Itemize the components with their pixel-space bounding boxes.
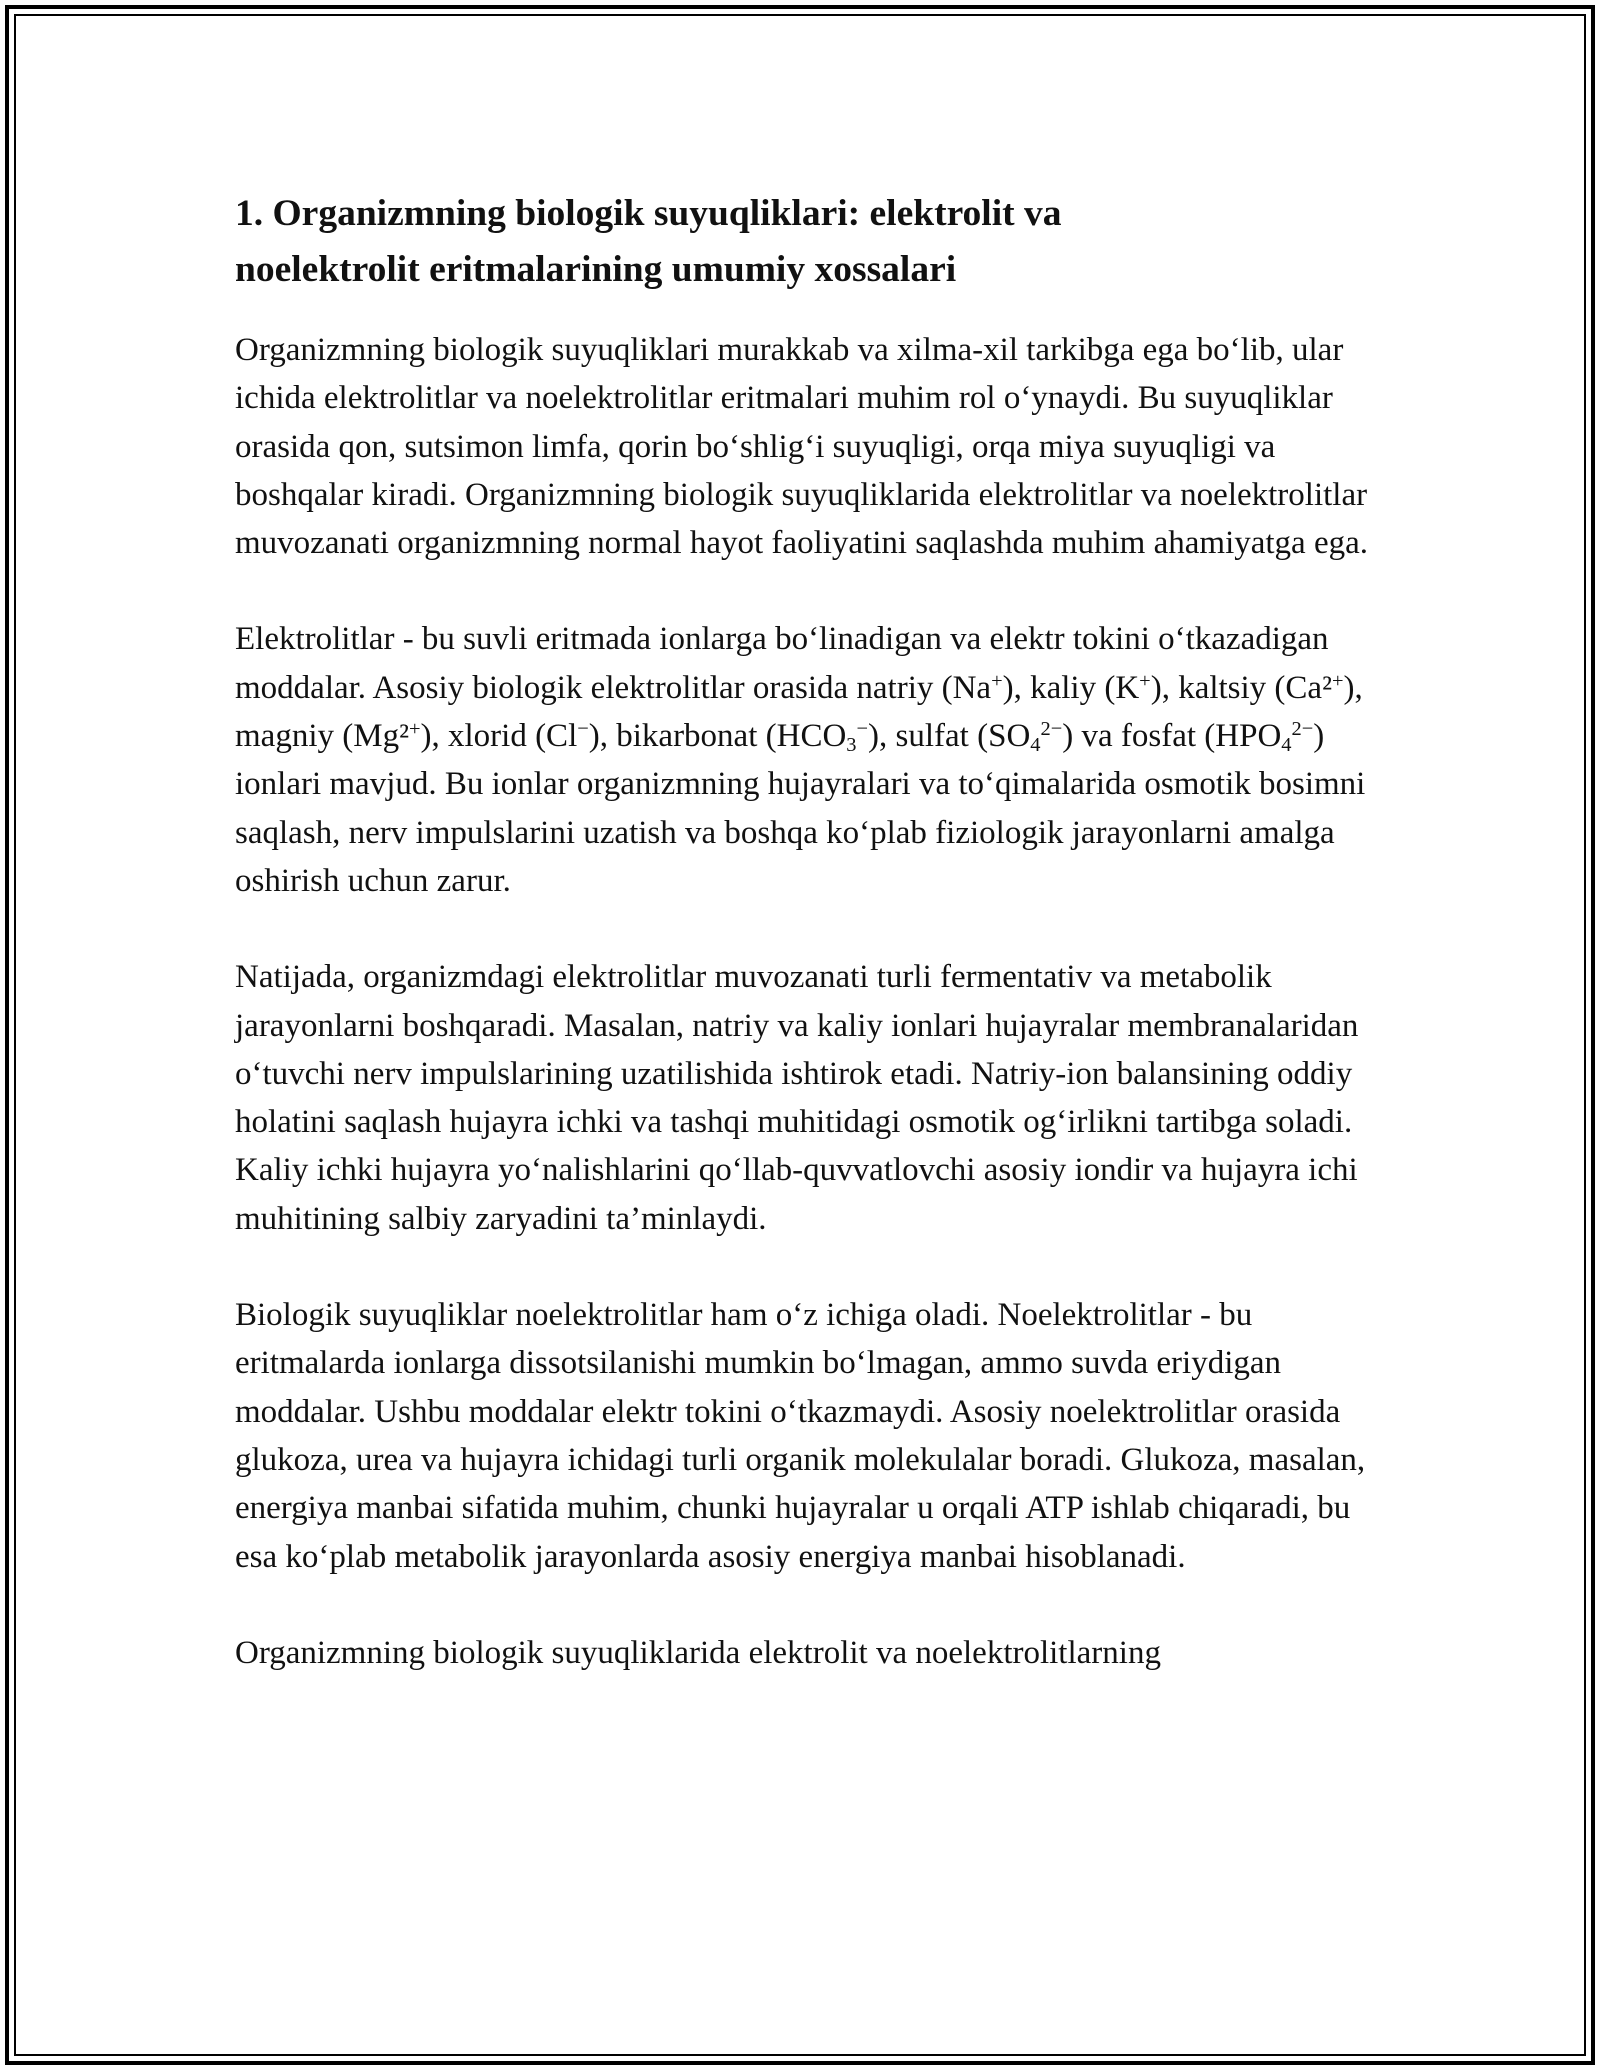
ion-charge: − xyxy=(856,717,869,740)
text-run: ), bikarbonat (HCO xyxy=(588,718,847,755)
ion-charge: − xyxy=(577,717,589,740)
paragraph-intro: Organizmning biologik suyuqliklari murakkab va xilma-xil tarkibga ega bo‘lib, ular ichida elektrolitlar va noelektrolitlar eritmalari muhim rol o‘ynaydi. Bu suyuqliklar orasida qon, sutsimon limfa, qorin bo‘shlig‘i suyuqligi, orqa miya suyuqligi va boshqalar kiradi. Organizmning biologik suyuqliklarida elektrolitlar va noelektrolitlar muvozanati organizmning normal hayot faoliyatini saqlashda muhim ahamiyatga ega. xyxy=(235,332,1368,562)
section-heading xyxy=(235,186,1375,298)
ion-charge: + xyxy=(991,669,1003,692)
text-run: ), magniy (Mg² xyxy=(235,669,1363,755)
ion-charge: + xyxy=(1139,669,1151,692)
text-run: ) va fosfat (HPO xyxy=(1062,718,1282,755)
text-run: ) ionlari mavjud. Bu ionlar organizmning hujayralari va to‘qimalarida osmotik bosimni saqlash, nerv impulslarini uzatish va boshqa ko‘plab fiziologik jarayonlarni amalga oshirish uchun zarur. xyxy=(235,718,1366,899)
formula-subscript: 4 xyxy=(1030,734,1041,757)
formula-subscript: 3 xyxy=(846,734,857,757)
paragraph-nonelectrolytes: Biologik suyuqliklar noelektrolitlar ham o‘z ichiga oladi. Noelektrolitlar - bu eritmalarda ionlarga dissotsilanishi mumkin bo‘lmagan, ammo suvda eriydigan moddalar. Ushbu moddalar elektr tokini o‘tkazmaydi. Asosiy noelektrolitlar orasida glukoza, urea va hujayra ichidagi turli organik molekulalar boradi. Glukoza, masalan, energiya manbai sifatida muhim, chunki hujayralar u orqali ATP ishlab chiqaradi, bu esa ko‘plab metabolik jarayonlarda asosiy energiya manbai hisoblanadi. xyxy=(235,1297,1366,1575)
paragraph-balance: Natijada, organizmdagi elektrolitlar muvozanati turli fermentativ va metabolik jarayonlarni boshqaradi. Masalan, natriy va kaliy ionlari hujayralar membranalaridan o‘tuvchi nerv impulslarining uzatilishida ishtirok etadi. Natriy-ion balansining oddiy holatini saqlash hujayra ichki va tashqi muhitidagi osmotik og‘irlikni tartibga soladi. Kaliy ichki hujayra yo‘nalishlarini qo‘llab-quvvatlovchi asosiy iondir va hujayra ichi muhitining salbiy zaryadini ta’minlaydi. xyxy=(235,959,1359,1237)
heading-line-1: 1. Organizmning biologik suyuqliklari: elektrolit va xyxy=(235,193,1062,234)
heading-line-2: noelektrolit eritmalarining umumiy xossalari xyxy=(235,249,957,290)
text-run: ), xlorid (Cl xyxy=(420,718,578,755)
text-run: ), kaliy (K xyxy=(1002,669,1140,706)
ion-charge: 2− xyxy=(1040,717,1063,740)
document-body xyxy=(235,186,1375,1725)
paragraph-electrolytes xyxy=(235,615,1375,905)
text-run: Elektrolitlar - bu suvli eritmada ionlarga bo‘linadigan va elektr tokini o‘tkazadigan moddalar. Asosiy biologik elektrolitlar orasida natriy (Na xyxy=(235,621,1329,706)
ion-charge: + xyxy=(408,717,421,740)
text-run: ), sulfat (SO xyxy=(868,718,1031,755)
ion-charge: + xyxy=(1331,669,1344,692)
ion-charge: 2− xyxy=(1291,717,1314,740)
formula-subscript: 4 xyxy=(1281,734,1292,757)
text-run: ), kaltsiy (Ca² xyxy=(1150,669,1332,706)
paragraph-continuation: Organizmning biologik suyuqliklarida elektrolit va noelektrolitlarning xyxy=(235,1634,1161,1671)
